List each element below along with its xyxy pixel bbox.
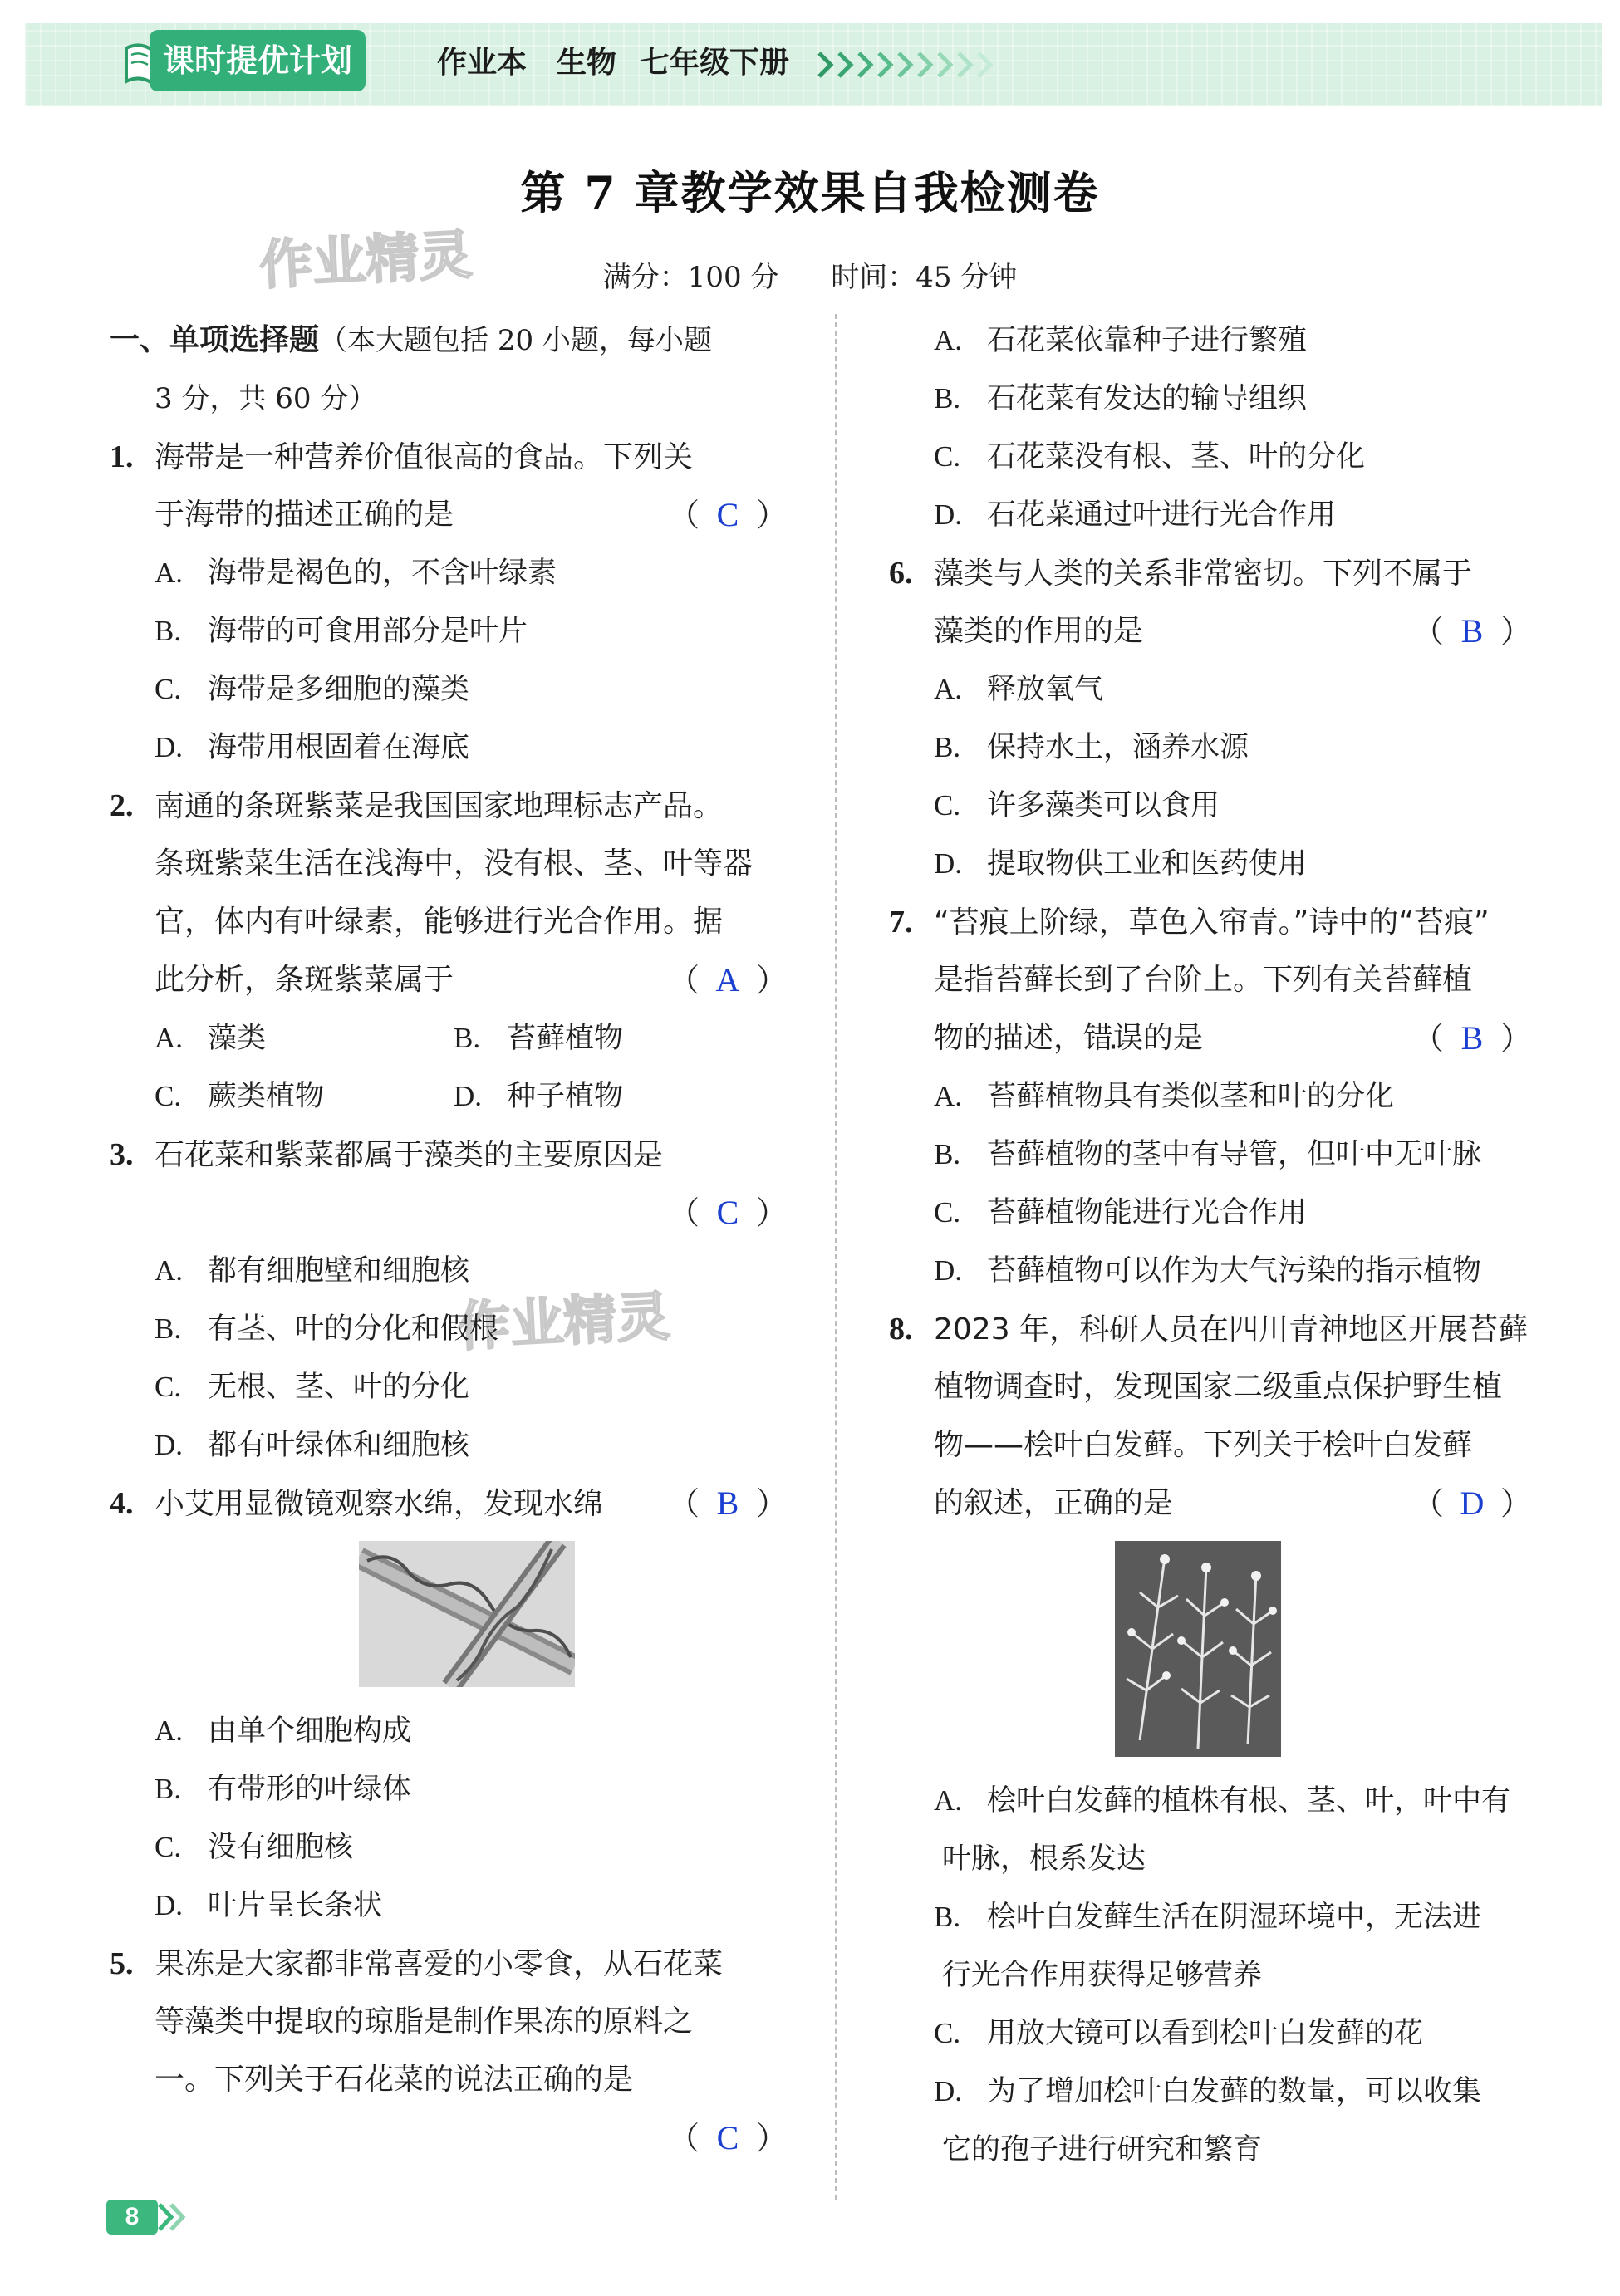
- question-8-stem: 植物调查时，发现国家二级重点保护野生植: [934, 1370, 1503, 1404]
- question-5-stem: 5. 果冻是大家都非常喜爱的小零食，从石花菜: [110, 1946, 724, 1981]
- option: B. 海带的可食用部分是叶片: [155, 615, 528, 648]
- emphasis-text: 错误: [1083, 1021, 1144, 1055]
- option-row: C. 蕨类植物 D. 种子植物: [155, 1080, 624, 1113]
- option: C. 无根、茎、叶的分化: [155, 1371, 470, 1404]
- question-1-stem: 于海带的描述正确的是 （ C ）: [110, 486, 788, 544]
- answer-value: B: [1460, 612, 1484, 650]
- option: C. 石花菜没有根、茎、叶的分化: [934, 440, 1366, 473]
- option: A. 都有细胞壁和细胞核: [155, 1254, 470, 1288]
- answer-value: C: [716, 1194, 739, 1231]
- brand-label: 课时提优计划: [150, 30, 366, 91]
- question-2-stem: 2. 南通的条斑紫菜是我国国家地理标志产品。: [110, 788, 724, 823]
- answer-slot: （ B ）: [1412, 1009, 1532, 1068]
- answer-slot: （ C ）: [668, 486, 788, 545]
- section-heading: 一、单项选择题（本大题包括 20 小题，每小题: [110, 323, 712, 357]
- option: D. 叶片呈长条状: [155, 1889, 383, 1922]
- page-title: 第 7 章教学效果自我检测卷: [520, 166, 1100, 219]
- spirogyra-micrograph: [359, 1541, 575, 1687]
- question-8-stem: 的叙述，正确的是 （ D ）: [889, 1474, 1532, 1533]
- option: D. 提取物供工业和医药使用: [934, 847, 1308, 881]
- question-2-stem: 官，体内有叶绿素，能够进行光合作用。据: [155, 905, 724, 939]
- question-2-stem: 此分析，条斑紫菜属于 （ A ）: [110, 951, 788, 1009]
- question-7-stem: 7. “苔痕上阶绿，草色入帘青。”诗中的“苔痕”: [889, 905, 1490, 939]
- answer-row: [110, 1184, 788, 1242]
- answer-slot: （ C ）: [668, 2109, 788, 2168]
- page-number: 8: [106, 2200, 158, 2235]
- answer-slot: （ D ）: [1412, 1474, 1532, 1533]
- answer-slot: （ C ）: [668, 1184, 788, 1243]
- watermark: 作业精灵: [455, 1286, 672, 1359]
- question-5-stem: 一。下列关于石花菜的说法正确的是: [155, 2063, 634, 2097]
- option: D. 为了增加桧叶白发藓的数量，可以收集: [934, 2075, 1482, 2108]
- option: D. 都有叶绿体和细胞核: [155, 1429, 470, 1462]
- watermark: 作业精灵: [258, 224, 474, 297]
- question-2-stem: 条斑紫菜生活在浅海中，没有根、茎、叶等器: [155, 846, 754, 881]
- question-6-stem: 6. 藻类与人类的关系非常密切。下列不属于: [889, 556, 1473, 591]
- answer-value: A: [715, 961, 740, 998]
- subject-label: 生物: [557, 46, 617, 80]
- grade-label: 七年级下册: [640, 46, 790, 80]
- question-8-stem: 8. 2023 年，科研人员在四川青神地区开展苔藓: [889, 1312, 1529, 1347]
- option: A. 石花菜依靠种子进行繁殖: [934, 324, 1308, 357]
- question-7-stem: 是指苔藓长到了台阶上。下列有关苔藓植: [934, 963, 1473, 997]
- column-divider: [835, 314, 837, 2200]
- option: D. 苔藓植物可以作为大气污染的指示植物: [934, 1254, 1482, 1288]
- question-6-stem: 藻类的作用的是 （ B ）: [889, 602, 1532, 660]
- question-1-stem: 1. 海带是一种营养价值很高的食品。下列关: [110, 439, 694, 474]
- option: B. 有茎、叶的分化和假根: [155, 1312, 499, 1346]
- time-label: 时间：45 分钟: [831, 261, 1018, 294]
- option: A. 释放氧气: [934, 673, 1104, 706]
- answer-row: [110, 2109, 788, 2167]
- book-type-label: 作业本: [437, 46, 528, 80]
- exam-meta: [0, 254, 1620, 295]
- question-3-stem: 3. 石花菜和紫菜都属于藻类的主要原因是: [110, 1137, 664, 1172]
- answer-slot: （ B ）: [668, 1474, 788, 1533]
- option: C. 没有细胞核: [155, 1831, 354, 1864]
- option: B. 保持水土，涵养水源: [934, 731, 1249, 764]
- question-8-stem: 物——桧叶白发藓。下列关于桧叶白发藓: [934, 1428, 1473, 1462]
- right-column: [889, 312, 1532, 2179]
- section-note: 3 分，共 60 分）: [155, 382, 377, 415]
- question-4-stem: 4. 小艾用显微镜观察水绵，发现水绵 （ B ）: [110, 1474, 788, 1533]
- answer-value: C: [716, 2119, 739, 2156]
- question-5-stem: 等藻类中提取的琼脂是制作果冻的原料之: [155, 2004, 694, 2038]
- answer-value: C: [716, 496, 739, 533]
- page-header: [25, 23, 1602, 106]
- answer-value: B: [1460, 1019, 1484, 1057]
- option: C. 苔藓植物能进行光合作用: [934, 1196, 1308, 1229]
- left-column: [110, 312, 788, 2167]
- answer-slot: （ B ）: [1412, 602, 1532, 661]
- answer-value: D: [1460, 1484, 1485, 1522]
- option-continuation: 它的孢子进行研究和繁育: [942, 2133, 1263, 2166]
- option: B. 有带形的叶绿体: [155, 1773, 412, 1806]
- option-continuation: 行光合作用获得足够营养: [942, 1959, 1263, 1992]
- question-7-stem: 物的描述，错误的是 （ B ）: [889, 1009, 1532, 1067]
- score-label: 满分：100 分: [602, 261, 779, 294]
- option: C. 许多藻类可以食用: [934, 789, 1220, 822]
- option-continuation: 叶脉，根系发达: [942, 1842, 1146, 1876]
- option: D. 海带用根固着在海底: [155, 731, 470, 764]
- option: A. 海带是褐色的，不含叶绿素: [155, 557, 557, 590]
- option: A. 桧叶白发藓的植株有根、茎、叶，叶中有: [934, 1784, 1511, 1818]
- option: C. 用放大镜可以看到桧叶白发藓的花: [934, 2017, 1424, 2050]
- option: B. 桧叶白发藓生活在阴湿环境中，无法进: [934, 1901, 1482, 1934]
- moss-photo: [1115, 1541, 1281, 1757]
- option: B. 苔藓植物的茎中有导管，但叶中无叶脉: [934, 1138, 1482, 1171]
- answer-slot: （ A ）: [668, 951, 788, 1010]
- option: C. 海带是多细胞的藻类: [155, 673, 470, 706]
- option: A. 苔藓植物具有类似茎和叶的分化: [934, 1080, 1395, 1113]
- option: D. 石花菜通过叶进行光合作用: [934, 498, 1337, 532]
- option: B. 石花菜有发达的输导组织: [934, 382, 1308, 415]
- option-row: A. 藻类 B. 苔藓植物: [155, 1022, 624, 1055]
- option: A. 由单个细胞构成: [155, 1715, 412, 1748]
- answer-value: B: [716, 1484, 739, 1522]
- emphasis-text: 不属于: [1382, 557, 1473, 591]
- chevron-row-icon: [814, 47, 1022, 83]
- chevron-right-icon: [156, 2200, 186, 2235]
